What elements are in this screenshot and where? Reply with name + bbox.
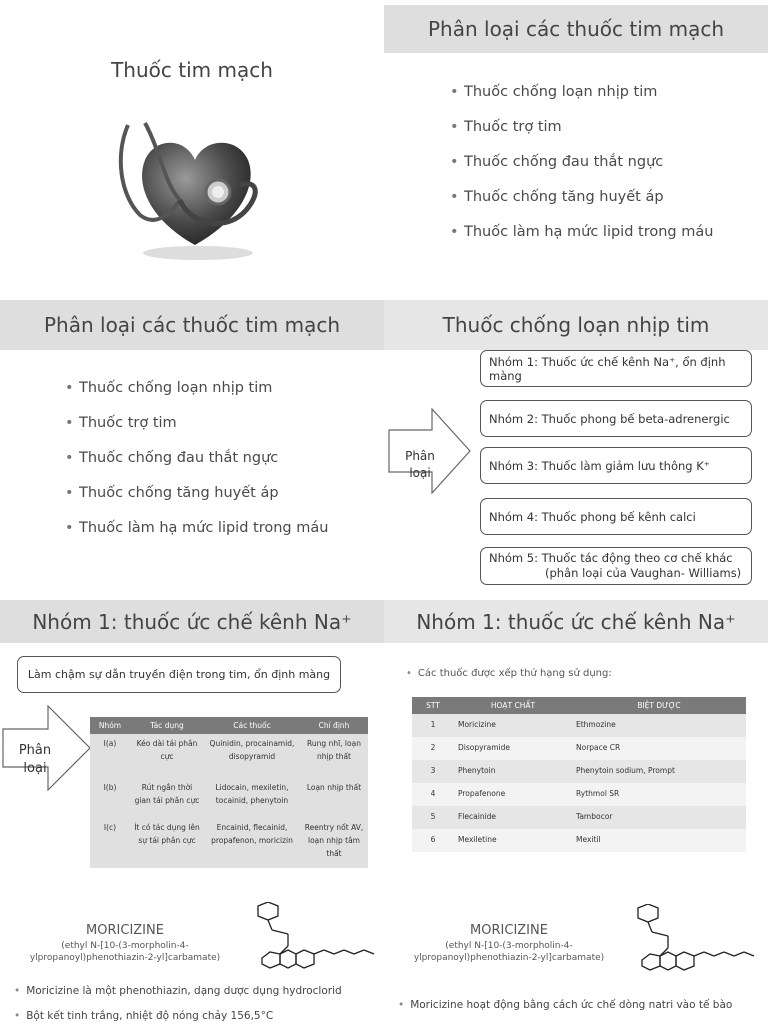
slide-2-list bbox=[450, 82, 713, 257]
table-row: I(c) Ít có tác dụng lên sự tái phân cực Encainid, flecainid, propafenon, moricizin Reentry nốt AV, loạn nhịp tâm thất bbox=[103, 823, 364, 858]
table-header: Các thuốc bbox=[204, 717, 300, 734]
slide-6-header bbox=[384, 600, 768, 643]
table-header: STT bbox=[412, 697, 454, 714]
slide-7-bullet: • Moricizine là một phenothiazin, dạng dược dụng hydroclorid bbox=[14, 985, 342, 997]
group-box-2: Nhóm 2: Thuốc phong bế beta-adrenergic bbox=[480, 400, 752, 437]
slide-7 bbox=[0, 900, 384, 1024]
table-row: 2 Disopyramide Norpace CR bbox=[412, 737, 746, 760]
table-row: 5 Flecainide Tambocor bbox=[412, 806, 746, 829]
list-item: • Thuốc làm hạ mức lipid trong máu bbox=[450, 222, 713, 257]
slide-4 bbox=[384, 300, 768, 595]
table-header: Chỉ định bbox=[300, 717, 368, 734]
slide-2-title: Phân loại các thuốc tim mạch bbox=[427, 17, 725, 41]
list-item: • Thuốc trợ tim bbox=[450, 117, 713, 152]
drug-table bbox=[412, 697, 746, 852]
slide-6-title: Nhóm 1: thuốc ức chế kênh Na⁺ bbox=[416, 609, 736, 634]
list-item: • Thuốc chống đau thắt ngực bbox=[450, 152, 713, 187]
table-row: 1 Moricizine Ethmozine bbox=[412, 714, 746, 737]
group-box-1: Nhóm 1: Thuốc ức chế kênh Na⁺, ổn định màng bbox=[480, 350, 752, 387]
slide-3-header bbox=[0, 300, 384, 350]
slide-6-bullet: • Các thuốc được xếp thứ hạng sử dụng: bbox=[406, 668, 612, 679]
slide-5-title: Nhóm 1: thuốc ức chế kênh Na⁺ bbox=[32, 609, 352, 634]
table-header: BIỆT DƯỢC bbox=[572, 697, 746, 714]
list-item: • Thuốc chống loạn nhịp tim bbox=[65, 378, 328, 413]
list-item: • Thuốc chống đau thắt ngực bbox=[65, 448, 328, 483]
table-header: HOẠT CHẤT bbox=[454, 697, 572, 714]
list-item: • Thuốc chống tăng huyết áp bbox=[65, 483, 328, 518]
drug-name: MORICIZINE bbox=[86, 923, 164, 938]
slide-1-title: Thuốc tim mạch bbox=[111, 58, 273, 82]
slide-3-list bbox=[65, 378, 328, 553]
slide-3-title: Phân loại các thuốc tim mạch bbox=[43, 313, 341, 337]
drug-name: MORICIZINE bbox=[470, 923, 548, 938]
slide-2 bbox=[384, 0, 768, 295]
drug-formula: (ethyl N-[10-(3-morpholin-4- ylpropanoyl)phenothiazin-2-yl]carbamate) bbox=[29, 941, 221, 963]
table-row: 6 Mexiletine Mexitil bbox=[412, 829, 746, 852]
table-row: I(b) Rút ngắn thời gian tái phân cực Lidocain, mexiletin, tocainid, phenytoin Loạn nhịp thất bbox=[103, 783, 362, 805]
slide-4-title: Thuốc chống loạn nhịp tim bbox=[442, 313, 710, 337]
table-row: 4 Propafenone Rythmol SR bbox=[412, 783, 746, 806]
slide-2-header bbox=[384, 5, 768, 53]
slide-3 bbox=[0, 300, 384, 595]
list-item: • Thuốc chống tăng huyết áp bbox=[450, 187, 713, 222]
molecule-structure-icon bbox=[250, 902, 380, 982]
heart-stethoscope-icon bbox=[110, 115, 270, 265]
slide-5-header bbox=[0, 600, 384, 643]
list-item: • Thuốc làm hạ mức lipid trong máu bbox=[65, 518, 328, 553]
list-item: • Thuốc trợ tim bbox=[65, 413, 328, 448]
table-header: Nhóm bbox=[90, 717, 130, 734]
slide-7-bullet: • Bột kết tinh trắng, nhiệt độ nóng chảy 156,5°C bbox=[14, 1010, 274, 1022]
slide-6 bbox=[384, 600, 768, 895]
slide-8 bbox=[384, 900, 768, 1024]
group-box-4: Nhóm 4: Thuốc phong bế kênh calci bbox=[480, 498, 752, 535]
table-header: Tác dụng bbox=[130, 717, 204, 734]
group-box-3: Nhóm 3: Thuốc làm giảm lưu thông K⁺ bbox=[480, 447, 752, 484]
table-row: 3 Phenytoin Phenytoin sodium, Prompt bbox=[412, 760, 746, 783]
arrow-label: Phân loại bbox=[405, 449, 435, 480]
group-box-5: Nhóm 5: Thuốc tác động theo cơ chế khác (phân loại của Vaughan- Williams) bbox=[480, 547, 752, 585]
table-row: I(a) Kéo dài tái phân cực Quinidin, procainamid, disopyramid Rung nhĩ, loạn nhịp thất bbox=[103, 739, 361, 761]
list-item: • Thuốc chống loạn nhịp tim bbox=[450, 82, 713, 117]
drug-formula: (ethyl N-[10-(3-morpholin-4- ylpropanoyl)phenothiazin-2-yl]carbamate) bbox=[413, 941, 605, 963]
slide-4-header bbox=[384, 300, 768, 350]
arrow-label: Phân loại bbox=[18, 743, 52, 776]
classification-table bbox=[90, 717, 368, 868]
slide-8-bullet: • Moricizine hoạt động bằng cách ức chế dòng natri vào tế bào bbox=[398, 999, 733, 1011]
slide-5 bbox=[0, 600, 384, 895]
slide-1 bbox=[0, 0, 384, 295]
molecule-structure-icon bbox=[630, 904, 760, 984]
slide-5-box: Làm chậm sự dẫn truyền điện trong tim, ổn định màng bbox=[17, 656, 341, 693]
